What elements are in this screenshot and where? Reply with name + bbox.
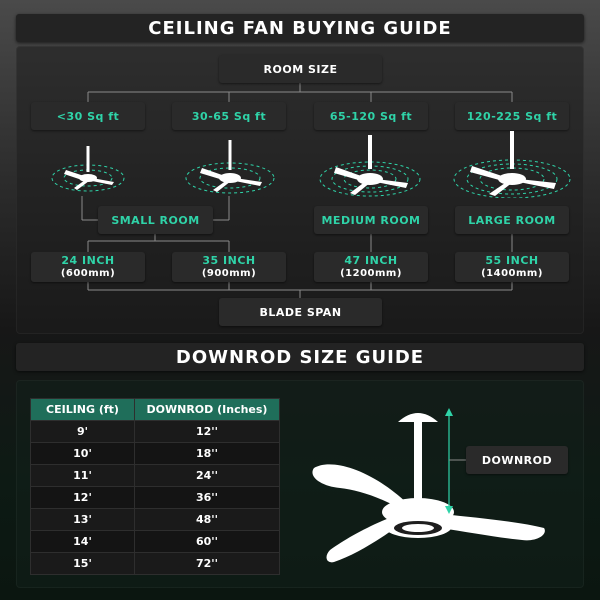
- area-label-1: <30 Sq ft: [31, 102, 145, 130]
- downrod-cell: 12'': [135, 421, 280, 443]
- downrod-table: [30, 398, 280, 575]
- blade-span-label: BLADE SPAN: [219, 298, 382, 326]
- downrod-cell: 36'': [135, 487, 280, 509]
- area-label-2: 30-65 Sq ft: [172, 102, 286, 130]
- ceiling-cell: 14': [31, 531, 135, 553]
- large-room-label: LARGE ROOM: [455, 206, 569, 234]
- downrod-cell: 72'': [135, 553, 280, 575]
- ceiling-cell: 10': [31, 443, 135, 465]
- downrod-title: DOWNROD SIZE GUIDE: [16, 343, 584, 371]
- table-row: [31, 421, 280, 443]
- blade-inch-2: 35 INCH: [202, 254, 256, 267]
- ceiling-fan-icon: [300, 396, 550, 576]
- blade-inch-4: 55 INCH: [485, 254, 539, 267]
- blade-inch-3: 47 INCH: [344, 254, 398, 267]
- ceiling-cell: 15': [31, 553, 135, 575]
- medium-fan-icon: [318, 132, 422, 198]
- table-row: [31, 531, 280, 553]
- table-header-row: [31, 399, 280, 421]
- blade-size-3: [314, 252, 428, 282]
- table-row: [31, 443, 280, 465]
- area-label-3: 65-120 Sq ft: [314, 102, 428, 130]
- blade-mm-2: (900mm): [201, 268, 257, 279]
- area-label-4: 120-225 Sq ft: [455, 102, 569, 130]
- blade-mm-3: (1200mm): [340, 268, 402, 279]
- downrod-cell: 18'': [135, 443, 280, 465]
- table-row: [31, 553, 280, 575]
- downrod-cell: 60'': [135, 531, 280, 553]
- blade-inch-1: 24 INCH: [61, 254, 115, 267]
- table-row: [31, 487, 280, 509]
- ceiling-cell: 11': [31, 465, 135, 487]
- ceiling-cell: 9': [31, 421, 135, 443]
- blade-mm-4: (1400mm): [481, 268, 543, 279]
- page-title: CEILING FAN BUYING GUIDE: [16, 14, 584, 42]
- table-header-downrod: DOWNROD (Inches): [135, 399, 280, 421]
- ceiling-cell: 12': [31, 487, 135, 509]
- downrod-label: DOWNROD: [466, 446, 568, 474]
- ceiling-cell: 13': [31, 509, 135, 531]
- table-row: [31, 509, 280, 531]
- table-header-ceiling: CEILING (ft): [31, 399, 135, 421]
- small-room-label: SMALL ROOM: [98, 206, 213, 234]
- downrod-cell: 48'': [135, 509, 280, 531]
- small-fan-icon: [48, 140, 128, 196]
- large-fan-icon: [452, 128, 572, 198]
- room-size-label: ROOM SIZE: [219, 55, 382, 83]
- table-row: [31, 465, 280, 487]
- medium-room-label: MEDIUM ROOM: [314, 206, 428, 234]
- blade-mm-1: (600mm): [60, 268, 116, 279]
- blade-size-4: [455, 252, 569, 282]
- blade-size-1: [31, 252, 145, 282]
- blade-size-2: [172, 252, 286, 282]
- small-fan-icon-2: [184, 136, 276, 196]
- downrod-cell: 24'': [135, 465, 280, 487]
